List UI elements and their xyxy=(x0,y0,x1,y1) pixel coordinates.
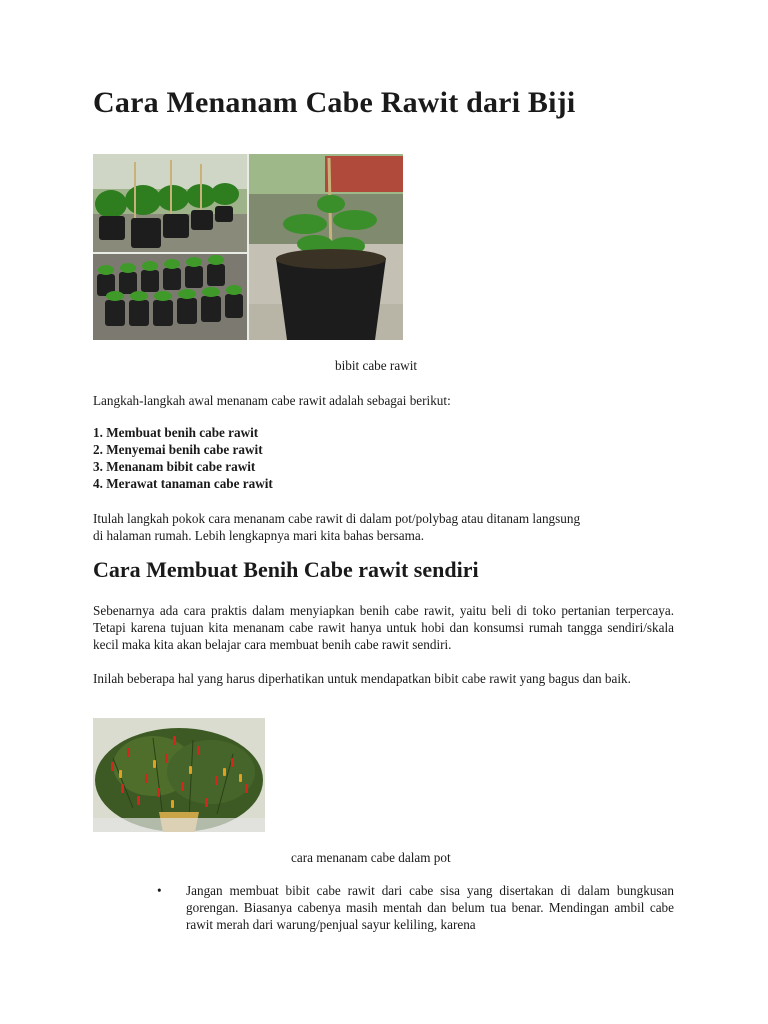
intro-text: Langkah-langkah awal menanam cabe rawit adalah sebagai berikut: xyxy=(93,393,451,408)
seedlings-caption: bibit cabe rawit xyxy=(335,358,418,373)
section-paragraph-2: Inilah beberapa hal yang harus diperhatikan untuk mendapatkan bibit cabe rawit yang bagus dan baik. xyxy=(93,671,631,686)
summary-line: di halaman rumah. Lebih lengkapnya mari kita bahas bersama. xyxy=(93,528,425,543)
bullet-text: Jangan membuat bibit cabe rawit dari cabe sisa yang disertakan di dalam bungkusan gorengan. Biasanya cabenya masih mentah dan belum tua benar. Mendingan ambil cabe rawit merah dari warung/penjual sayur keliling, karena xyxy=(186,883,674,932)
chili-caption: cara menanam cabe dalam pot xyxy=(291,850,451,865)
list-item: 3. Menanam bibit cabe rawit xyxy=(93,459,256,474)
section-paragraph-1: Sebenarnya ada cara praktis dalam menyiapkan benih cabe rawit, yaitu beli di toko pertanian terpercaya. Tetapi karena tujuan kita menanam cabe rawit hanya untuk hobi dan konsumsi rumah tangga sendiri/skala kecil maka kita akan belajar cara membuat benih cabe rawit sendiri. xyxy=(93,603,674,652)
list-item: 1. Membuat benih cabe rawit xyxy=(93,425,259,440)
bullet-dot: • xyxy=(157,883,162,898)
section-heading: Cara Membuat Benih Cabe rawit sendiri xyxy=(93,557,479,582)
chili-plant-photo xyxy=(93,718,265,832)
steps-list xyxy=(93,424,273,492)
page-title: Cara Menanam Cabe Rawit dari Biji xyxy=(93,86,576,119)
summary-text xyxy=(93,510,674,544)
summary-line: Itulah langkah pokok cara menanam cabe rawit di dalam pot/polybag atau ditanam langsung xyxy=(93,511,581,526)
seedlings-photo xyxy=(93,154,403,340)
list-item: 4. Merawat tanaman cabe rawit xyxy=(93,476,273,491)
list-item: 2. Menyemai benih cabe rawit xyxy=(93,442,263,457)
